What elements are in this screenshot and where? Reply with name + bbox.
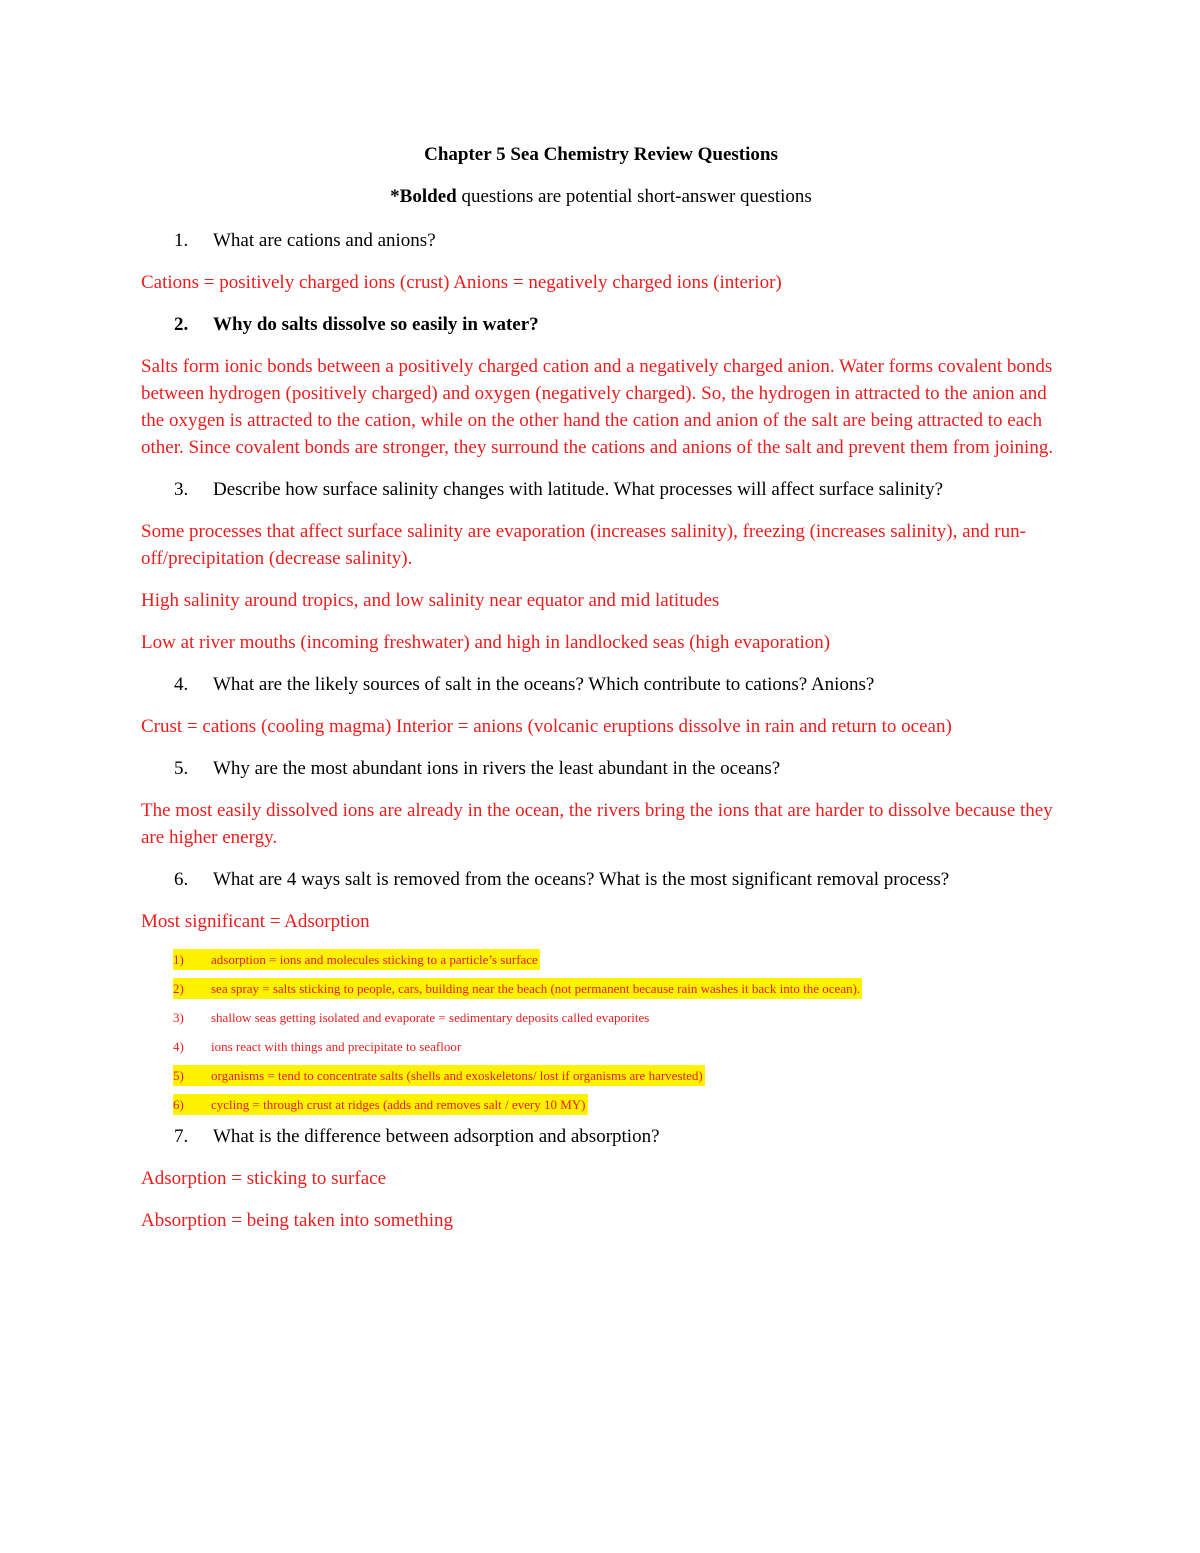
question-number: 5. xyxy=(174,758,189,779)
list-item-text: adsorption = ions and molecules sticking to a particle’s surface xyxy=(211,949,540,970)
question-number: 1. xyxy=(174,230,189,251)
list-item-number: 5) xyxy=(173,1065,211,1086)
page-title: Chapter 5 Sea Chemistry Review Questions xyxy=(424,144,778,165)
answer-3-rivers: Low at river mouths (incoming freshwater) and high in landlocked seas (high evaporation) xyxy=(141,632,831,653)
list-item-text: cycling = through crust at ridges (adds and removes salt / every 10 MY) xyxy=(211,1094,588,1115)
answer-2: Salts form ionic bonds between a positively charged cation and a negatively charged anion. Water forms covalent bonds between hydrogen (positively charged) and oxygen (negatively charged). So, the hydrogen in attracted to the anion and the oxygen is attracted to the cation, while on the other hand the cation and anion of the salt are being attracted to each other. Since covalent bonds are stronger, they surround the cations and anions of the salt and prevent them from joining. xyxy=(141,356,1054,458)
question-4 xyxy=(141,671,1061,698)
question-number: 7. xyxy=(174,1126,189,1147)
question-3 xyxy=(141,476,1061,503)
removal-list xyxy=(141,949,1061,1115)
answer-3-processes: Some processes that affect surface salinity are evaporation (increases salinity), freezing (increases salinity), and run-off/precipitation (decrease salinity). xyxy=(141,521,1026,569)
question-number: 4. xyxy=(174,674,189,695)
list-item xyxy=(141,978,1061,999)
answer-7-adsorption: Adsorption = sticking to surface xyxy=(141,1168,387,1189)
answer-7-absorption: Absorption = being taken into something xyxy=(141,1210,454,1231)
question-number: 3. xyxy=(174,479,189,500)
list-item-text: organisms = tend to concentrate salts (shells and exoskeletons/ lost if organisms are harvested) xyxy=(211,1065,705,1086)
list-item-number: 6) xyxy=(173,1094,211,1115)
list-item xyxy=(141,949,1061,970)
list-item-text: shallow seas getting isolated and evaporate = sedimentary deposits called evaporites xyxy=(211,1010,650,1025)
question-6 xyxy=(141,866,1061,893)
list-item-text: sea spray = salts sticking to people, cars, building near the beach (not permanent because rain washes it back into the ocean). xyxy=(211,978,862,999)
answer-6: Most significant = Adsorption xyxy=(141,911,370,932)
question-1 xyxy=(141,227,1061,254)
list-item-number: 3) xyxy=(173,1010,184,1025)
list-item xyxy=(141,1036,1061,1057)
answer-3-latitude: High salinity around tropics, and low salinity near equator and mid latitudes xyxy=(141,590,720,611)
question-text: Describe how surface salinity changes with latitude. What processes will affect surface salinity? xyxy=(213,479,944,500)
list-item-text: ions react with things and precipitate to seafloor xyxy=(211,1039,462,1054)
subtitle-bold: *Bolded xyxy=(390,186,457,207)
page-subtitle xyxy=(141,182,1061,212)
list-item-number: 2) xyxy=(173,978,211,999)
question-text: What are the likely sources of salt in the oceans? Which contribute to cations? Anions? xyxy=(213,674,875,695)
question-text: Why do salts dissolve so easily in water? xyxy=(213,314,539,335)
list-item xyxy=(141,1065,1061,1086)
list-item xyxy=(141,1007,1061,1028)
answer-5: The most easily dissolved ions are already in the ocean, the rivers bring the ions that are harder to dissolve because they are higher energy. xyxy=(141,800,1053,848)
question-text: What is the difference between adsorption and absorption? xyxy=(213,1126,660,1147)
question-text: What are cations and anions? xyxy=(213,230,436,251)
question-number: 6. xyxy=(174,869,189,890)
list-item xyxy=(141,1094,1061,1115)
question-text: Why are the most abundant ions in rivers the least abundant in the oceans? xyxy=(213,758,781,779)
answer-1: Cations = positively charged ions (crust) Anions = negatively charged ions (interior) xyxy=(141,272,782,293)
answer-4: Crust = cations (cooling magma) Interior = anions (volcanic eruptions dissolve in rain and return to ocean) xyxy=(141,716,952,737)
question-text: What are 4 ways salt is removed from the oceans? What is the most significant removal process? xyxy=(213,869,950,890)
question-number: 2. xyxy=(174,314,189,335)
question-2 xyxy=(141,311,1061,338)
list-item-number: 4) xyxy=(173,1039,184,1054)
question-5 xyxy=(141,755,1061,782)
list-item-number: 1) xyxy=(173,949,211,970)
document-page xyxy=(141,140,1061,1234)
question-7 xyxy=(141,1123,1061,1150)
subtitle-rest: questions are potential short-answer questions xyxy=(456,186,812,207)
